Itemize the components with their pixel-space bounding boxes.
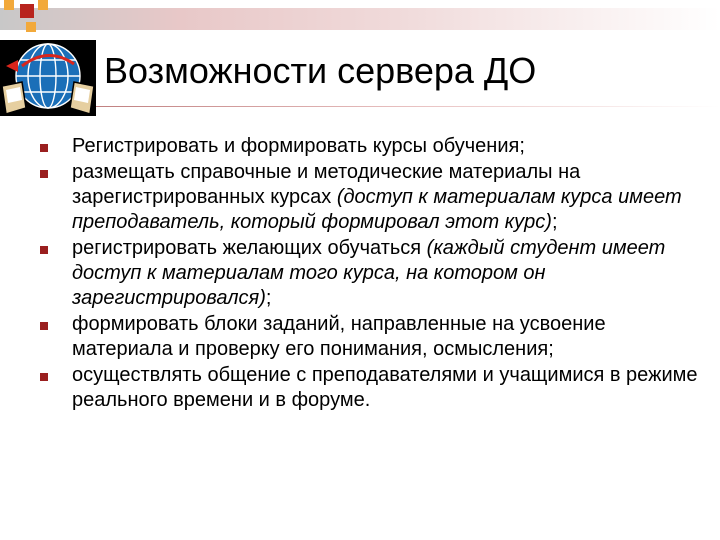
globe-computers-icon bbox=[0, 36, 96, 120]
title-underline bbox=[96, 106, 720, 107]
bullet-text: регистрировать желающих обучаться bbox=[72, 237, 427, 259]
bullet-item bbox=[40, 236, 700, 311]
header-band bbox=[0, 8, 720, 30]
bullet-text: осуществлять общение с преподавателями и учащимися в режиме реального времени и в форуме. bbox=[72, 364, 698, 411]
bullet-note: (доступ к материалам курса имеет преподаватель, который формировал этот курс) bbox=[72, 186, 682, 233]
bullet-list bbox=[40, 134, 700, 413]
bullet-text: формировать блоки заданий, направленные на усвоение материала и проверку его понимания, осмысления; bbox=[72, 313, 606, 360]
bullet-end: ; bbox=[551, 211, 558, 233]
bullet-end: ; bbox=[265, 287, 272, 309]
square-bullet-icon bbox=[40, 144, 48, 152]
square-bullet-icon bbox=[40, 170, 48, 178]
square-bullet-icon bbox=[40, 322, 48, 330]
bullet-item bbox=[40, 134, 700, 159]
decorative-squares bbox=[0, 0, 60, 40]
bullet-item bbox=[40, 160, 700, 235]
square-bullet-icon bbox=[40, 246, 48, 254]
bullet-note: (каждый студент имеет доступ к материалам того курса, на котором он зарегистрировался) bbox=[72, 237, 666, 309]
bullet-item bbox=[40, 363, 700, 413]
bullet-text: размещать справочные и методические материалы на зарегистрированных курсах bbox=[72, 161, 581, 208]
bullet-text: Регистрировать и формировать курсы обучения; bbox=[72, 135, 525, 157]
square-bullet-icon bbox=[40, 373, 48, 381]
slide-title: Возможности сервера ДО bbox=[104, 50, 537, 91]
bullet-item bbox=[40, 312, 700, 362]
